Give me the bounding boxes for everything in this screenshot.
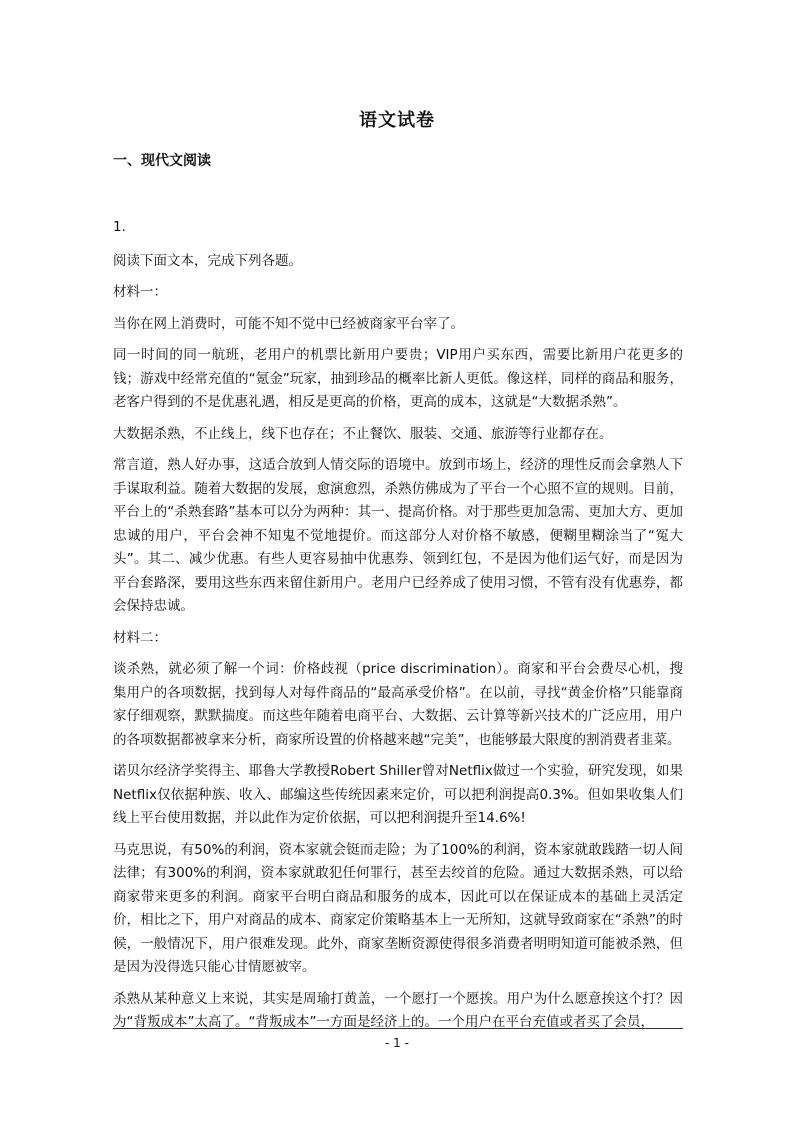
document-body bbox=[113, 216, 683, 1043]
material-two-label: 材料二： bbox=[113, 629, 167, 646]
footer-divider bbox=[113, 1028, 683, 1029]
material-one-label: 材料一： bbox=[113, 284, 167, 300]
paragraph: 常言道，熟人好办事，这适合放到人情交际的语境中。放到市场上，经济的理性反而会拿熟人下手谋取利益。随着大数据的发展，愈演愈烈，杀熟仿佛成为了平台一个心照不宣的规则。目前，平台上的“杀熟套路”基本可以分为两种：其一、提高价格。对于那些更加急需、更加大方、更加忠诚的用户，平台会神不知鬼不觉地提价。而这部分人对价格不敏感，便糊里糊涂当了“冤大头”。其二、减少优惠。有些人更容易抽中优惠券、领到红包，不是因为他们运气好，而是因为平台套路深，要用这些东西来留住新用户。老用户已经养成了使用习惯，不管有没有优惠券，都会保持忠诚。 bbox=[113, 457, 683, 614]
page-number: - 1 - bbox=[385, 1036, 409, 1050]
question-number: 1. bbox=[113, 219, 126, 235]
paragraph: 马克思说，有50%的利润，资本家就会铤而走险；为了100%的利润，资本家就敢践踏一切人间法律；有300%的利润，资本家就敢犯任何罪行，甚至去绞首的危险。通过大数据杀熟，可以给商家带来更多的利润。商家平台明白商品和服务的成本，因此可以在保证成本的基础上灵活定价，相比之下，用户对商品的成本、商家定价策略基本上一无所知，这就导致商家在“杀熟”的时候，一般情况下，用户很难发现。此外，商家垄断资源使得很多消费者明明知道可能被杀熟，但是因为没得选只能心甘情愿被宰。 bbox=[113, 841, 683, 975]
paragraph: 谈杀熟，就必须了解一个词：价格歧视（price discrimination）。商家和平台会费尽心机，搜集用户的各项数据，找到每人对每件商品的“最高承受价格”。在以前，寻找“黄金价格”只能靠商家仔细观察，默默揣度。而这些年随着电商平台、大数据、云计算等新兴技术的广泛应用，用户的各项数据都被拿来分析，商家所设置的价格越来越“完美”，也能够最大限度的割消费者韭菜。 bbox=[113, 661, 683, 748]
paragraph: 诺贝尔经济学奖得主、耶鲁大学教授Robert Shiller曾对Netflix做过一个实验，研究发现，如果Netflix仅依据种族、收入、邮编这些传统因素来定价，可以把利润提高0.3%。但如果收集人们线上平台使用数据，并以此作为定价依据，可以把利润提升至14.6%! bbox=[113, 763, 683, 826]
paragraph: 当你在网上消费时，可能不知不觉中已经被商家平台宰了。 bbox=[113, 315, 464, 332]
paragraph: 大数据杀熟，不止线上，线下也存在；不止餐饮、服装、交通、旅游等行业都存在。 bbox=[113, 425, 613, 442]
section-heading: 一、现代文阅读 bbox=[113, 153, 211, 169]
paragraph: 同一时间的同一航班，老用户的机票比新用户要贵；VIP用户买东西，需要比新用户花更多的钱；游戏中经常充值的“氪金”玩家，抽到珍品的概率比新人更低。像这样，同样的商品和服务，老客户得到的不是优惠礼遇，相反是更高的价格，更高的成本，这就是“大数据杀熟”。 bbox=[113, 347, 683, 410]
paragraph-instruction: 阅读下面文本，完成下列各题。 bbox=[113, 252, 302, 269]
document-title: 语文试卷 bbox=[359, 110, 435, 131]
paragraph: 杀熟从某种意义上来说，其实是周瑜打黄盖，一个愿打一个愿挨。用户为什么愿意挨这个打？因为“背叛成本”太高了。“背叛成本”一方面是经济上的。一个用户在平台充值或者买了会员， bbox=[113, 990, 683, 1030]
